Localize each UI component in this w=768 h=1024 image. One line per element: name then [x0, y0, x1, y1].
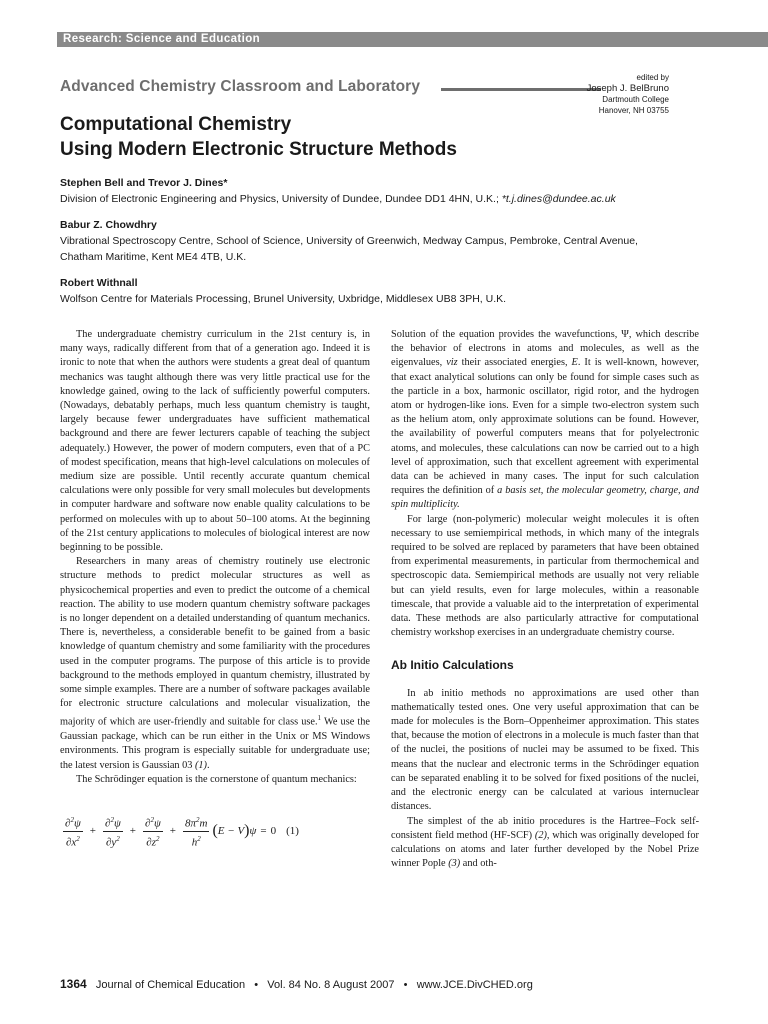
paragraph: The Schrödinger equation is the cornerstone of quantum mechanics: — [76, 773, 357, 785]
left-column — [60, 328, 370, 849]
department-rule — [441, 88, 601, 91]
paragraph: In ab initio methods no approximations are used other than mathematically tested ones. One very useful approximation that can be made for molecules is the Born–Oppenheimer approximation. This states that, because the motion of electrons in a molecule is much faster than that of the nuclei, the positions of nuclei may be assumed to be fixed. This means that the nuclear and electronic terms in the Schrödinger equation can be separated enabling it to be solved for fixed positions of the nuclei, and the electronic energy can be calculated at various internuclear distances. — [391, 687, 699, 813]
paragraph: Researchers in many areas of chemistry routinely use electronic structure methods to predict molecular structures as well as physicochemical properties and even to predict the outcome of a chemical reaction. The ability to use modern quantum chemistry software packages is no longer dependent on a detailed understanding of quantum mechanics. There is, nevertheless, a considerable benefit to be gained from a basic knowledge of quantum chemistry and some familiarity with the procedures used in the computer programs. The purpose of this article is to provide background to the methods employed in quantum chemistry, illustrated by some simple examples. There are a number of software packages available for electronic structure calculations and molecular visualization, the majority of which are user-friendly and suitable for class use.$^1$ We use the Gaussian package, which can be run either in the Unix or MS Windows environments. This program is especially suitable for undergraduate use; the latest version is Gaussian 03 (1). — [60, 556, 370, 771]
page-footer — [60, 977, 533, 991]
citation: (2) — [534, 829, 547, 841]
schrodinger-equation: $\frac{\partial^2\psi}{\partial x^2}$ + $\frac{\partial^2\psi}{\partial y^2}$ + $\frac{\partial^2\psi}{\partial z^2}$ + $\frac{8\pi^2m}{h^2}$ ( E − V ) ψ = 0 (1) — [60, 813, 370, 849]
separator: • — [254, 979, 259, 991]
department-heading: Advanced Chemistry Classroom and Laboratory — [60, 78, 421, 95]
citation: (1) — [194, 759, 207, 771]
author-names: Stephen Bell and Trevor J. Dines* — [60, 177, 228, 189]
editor-institution: Dartmouth College — [602, 95, 669, 104]
citation: (3) — [448, 858, 461, 870]
eq-term-y: $\frac{\partial^2\psi}{\partial y^2}$ — [103, 813, 123, 849]
journal-website: www.JCE.DivCHED.org — [416, 979, 533, 991]
title-line-1: Computational Chemistry — [60, 114, 292, 135]
volume-info: Vol. 84 No. 8 August 2007 — [267, 979, 395, 991]
author-group-2 — [60, 217, 650, 265]
section-banner: Research: Science and Education — [57, 32, 768, 47]
page-number: 1364 — [60, 977, 87, 991]
paragraph: The simplest of the ab initio procedures is the Hartree–Fock self-consistent field method (HF-SCF) (2), which was originally developed for calculations on atoms and later further developed by the Nobel Prize winner Pople (3) and oth- — [391, 815, 699, 870]
paragraph: For large (non-polymeric) molecular weight molecules it is often necessary to use semiempirical methods, in which many of the integrals required to be solved are replaced by parameters that have been obtained from experimental measurements, in particular from thermochemical and spectroscopic data. Semiempirical methods are usually not very reliable but can yield results, even for large molecules, within a reasonable timescale, that provide a valuable aid to the interpretation of experimental data. These methods are also particularly attractive for computational chemistry workshop exercises in an undergraduate chemistry course. — [391, 513, 699, 639]
editor-block — [587, 72, 669, 116]
editor-location: Hanover, NH 03755 — [598, 106, 669, 115]
editor-name: Joseph J. BelBruno — [586, 83, 669, 94]
eq-term-x: $\frac{\partial^2\psi}{\partial x^2}$ — [63, 813, 83, 849]
article-title — [60, 112, 457, 162]
equation-number: (1) — [286, 824, 299, 837]
author-email: *t.j.dines@dundee.ac.uk — [501, 193, 616, 205]
journal-name: Journal of Chemical Education — [95, 979, 246, 991]
right-column — [391, 328, 699, 871]
author-group-3 — [60, 275, 700, 307]
section-heading: Ab Initio Calculations — [391, 658, 514, 673]
editor-label: edited by — [636, 73, 669, 82]
author-affiliation: Vibrational Spectroscopy Centre, School of Science, University of Greenwich, Medway Campus, Pembroke, Central Avenue, Chatham Maritime, Kent ME4 4TB, U.K. — [60, 235, 638, 263]
author-affiliation: Wolfson Centre for Materials Processing, Brunel University, Uxbridge, Middlesex UB8 3PH, U.K. — [60, 293, 507, 305]
author-group-1 — [60, 175, 700, 207]
eq-term-z: $\frac{\partial^2\psi}{\partial z^2}$ — [143, 813, 163, 849]
author-names: Robert Withnall — [60, 277, 138, 289]
eq-term-energy: $\frac{8\pi^2m}{h^2}$ — [183, 813, 209, 849]
paragraph: Solution of the equation provides the wavefunctions, Ψ, which describe the behavior of electrons in atoms and molecules, as well as the eigenvalues, viz their associated energies, E. It is well-known, however, that exact analytical solutions can only be found for simple cases such as the particle in a box, harmonic oscillator, rigid rotor, and the hydrogen atom or hydrogen-like ions. Even for a simple two-electron system such as the helium atom, only approximate solutions can be found. However, the availability of powerful computers means that for polyelectronic atoms, and molecules, these calculations can now be carried out to a high level of approximation, such that excellent agreement with experimental data can be achieved in many cases. The input for such calculation requires the definition of a basis set, the molecular geometry, charge, and spin multiplicity. — [391, 329, 700, 511]
paragraph: The undergraduate chemistry curriculum in the 21st century is, in many ways, radically different from that of a generation ago. Indeed it is ironic to note that when the authors were students a great deal of quantum mechanics was taught although there was very little practical use for the knowledge gained, owing to the lack of sufficiently powerful computers. (Nowadays, debatably perhaps, much less quantum chemistry is taught, largely because fewer undergraduates have sufficient mathematical background and there are fewer lecturers capable of teaching the subject adequately.) However, the power of modern computers, even that of a PC of modest specification, means that high-level calculations on molecules of medium size are possible. Until recently accurate quantum chemical calculations were only possible for very small molecules but developments in computer hardware and software now enable quality calculations to be performed on molecules with up to about 50–100 atoms. At the beginning of the 21st century applications to molecules of biological interest are now beginning to be possible. — [60, 329, 370, 554]
author-affiliation: Division of Electronic Engineering and Physics, University of Dundee, Dundee DD1 4HN, U.K.; *t.j.dines@dundee.ac.uk — [60, 193, 616, 205]
title-line-2: Using Modern Electronic Structure Methods — [60, 139, 457, 160]
author-names: Babur Z. Chowdhry — [60, 219, 157, 231]
footnote-ref: 1 — [317, 714, 322, 723]
separator: • — [403, 979, 408, 991]
